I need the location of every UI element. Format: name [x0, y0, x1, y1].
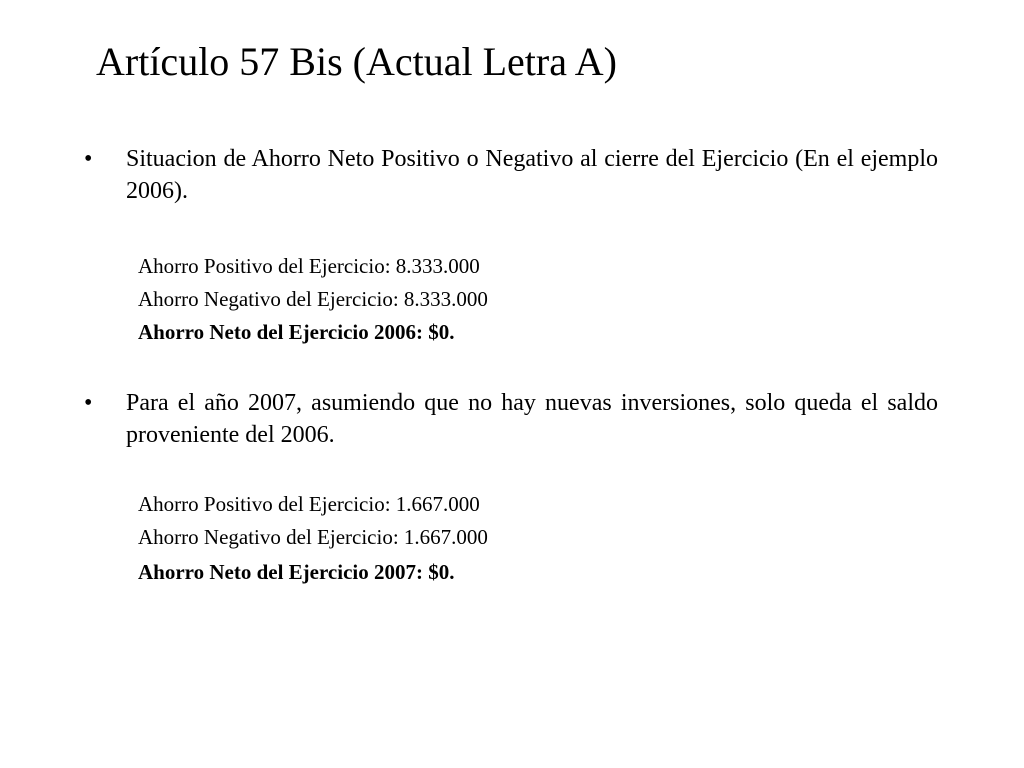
- bullet-item-2006: [84, 143, 938, 207]
- ahorro-neto-2006: Ahorro Neto del Ejercicio 2006: $0.: [138, 320, 455, 344]
- bullet-glyph: •: [84, 146, 93, 172]
- bullet-item-2007: [84, 387, 938, 451]
- bullet-glyph: •: [84, 390, 93, 416]
- bullet-text-2006: Situacion de Ahorro Neto Positivo o Negativo al cierre del Ejercicio (En el ejemplo 2006).: [126, 146, 938, 204]
- ahorro-positivo-2006: Ahorro Positivo del Ejercicio: 8.333.000: [138, 254, 480, 278]
- ahorro-negativo-2007: Ahorro Negativo del Ejercicio: 1.667.000: [138, 525, 488, 549]
- ahorro-neto-2007: Ahorro Neto del Ejercicio 2007: $0.: [138, 560, 455, 584]
- ahorro-negativo-2006: Ahorro Negativo del Ejercicio: 8.333.000: [138, 287, 488, 311]
- bullet-text-2007: Para el año 2007, asumiendo que no hay nuevas inversiones, solo queda el saldo proveniente del 2006.: [126, 390, 938, 448]
- slide-title: Artículo 57 Bis (Actual Letra A): [96, 39, 617, 84]
- ahorro-positivo-2007: Ahorro Positivo del Ejercicio: 1.667.000: [138, 492, 480, 516]
